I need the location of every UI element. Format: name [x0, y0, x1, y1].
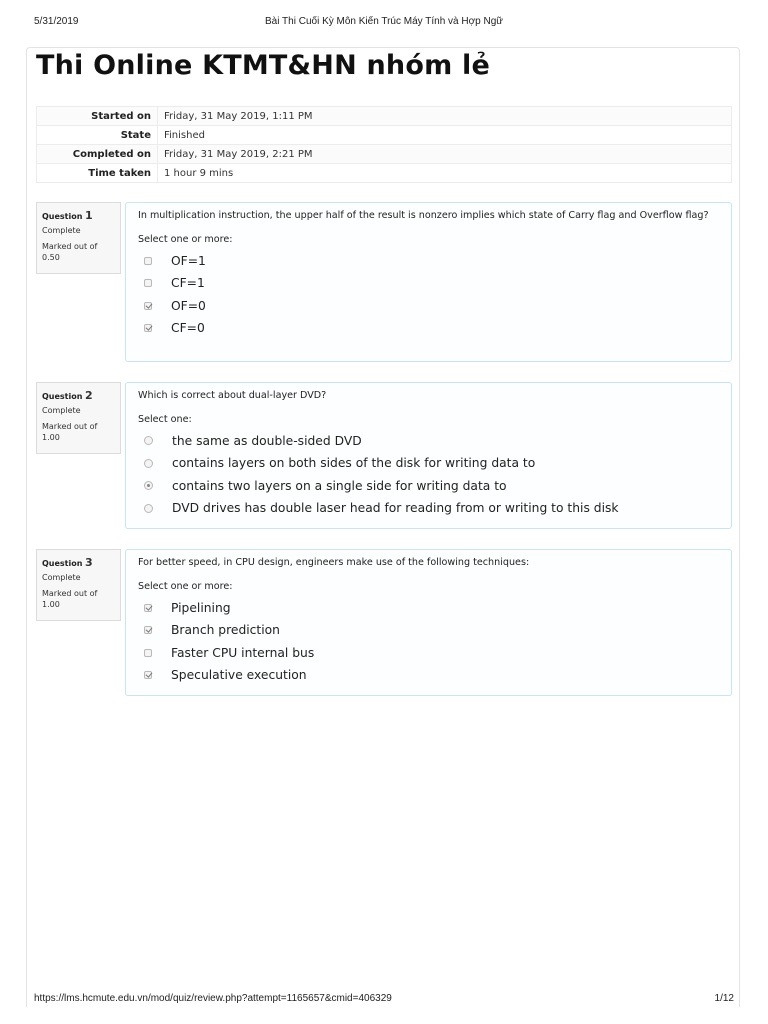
summary-value: Friday, 31 May 2019, 1:11 PM	[158, 107, 732, 126]
answer-label: CF=0	[171, 321, 205, 336]
answer-label: OF=0	[171, 298, 206, 313]
checkbox-checked[interactable]	[144, 671, 152, 679]
summary-label: Time taken	[37, 164, 158, 183]
answer-option[interactable]	[138, 317, 719, 340]
question-text: In multiplication instruction, the upper half of the result is nonzero implies which state of Carry flag and Overflow flag?	[138, 210, 709, 221]
question-mark: 1.00	[42, 432, 60, 442]
question-3-info	[36, 549, 121, 621]
question-state: Complete	[42, 406, 81, 416]
question-number: 1	[85, 209, 93, 222]
attempt-summary-table	[36, 106, 732, 183]
question-text: Which is correct about dual-layer DVD?	[138, 390, 327, 401]
question-mark: 0.50	[42, 252, 60, 262]
radio-unselected[interactable]	[144, 459, 153, 468]
answer-label: contains layers on both sides of the disk for writing data to	[172, 456, 536, 471]
radio-unselected[interactable]	[144, 436, 153, 445]
page-title: Thi Online KTMT&HN nhóm lẻ	[36, 50, 490, 81]
answer-label: CF=1	[171, 276, 205, 291]
print-url: https://lms.hcmute.edu.vn/mod/quiz/review.php?attempt=1165657&cmid=406329	[34, 993, 392, 1004]
question-label: Question	[42, 212, 83, 221]
checkbox-checked[interactable]	[144, 302, 152, 310]
radio-selected[interactable]	[144, 481, 153, 490]
question-state: Complete	[42, 226, 81, 236]
answer-label: Faster CPU internal bus	[171, 645, 315, 660]
question-text: For better speed, in CPU design, engineers make use of the following techniques:	[138, 557, 530, 568]
answer-label: Branch prediction	[171, 623, 280, 638]
answer-label: contains two layers on a single side for writing data to	[172, 478, 507, 493]
answer-option[interactable]	[138, 619, 719, 642]
answer-option[interactable]	[138, 249, 719, 272]
answer-option[interactable]	[138, 294, 719, 317]
summary-label: State	[37, 126, 158, 145]
summary-row-time-taken	[37, 164, 732, 183]
checkbox-unchecked[interactable]	[144, 279, 152, 287]
print-footer	[34, 993, 734, 1007]
summary-label: Completed on	[37, 145, 158, 164]
summary-value: Finished	[158, 126, 732, 145]
answer-option[interactable]	[138, 429, 719, 452]
answer-label: DVD drives has double laser head for reading from or writing to this disk	[172, 501, 619, 516]
answer-prompt: Select one or more:	[138, 234, 233, 246]
question-label: Question	[42, 559, 83, 568]
print-header	[34, 16, 734, 30]
question-mark-label: Marked out of	[42, 241, 98, 251]
answer-label: OF=1	[171, 253, 206, 268]
checkbox-unchecked[interactable]	[144, 257, 152, 265]
question-1-info	[36, 202, 121, 274]
answer-option[interactable]	[138, 596, 719, 619]
answer-prompt: Select one or more:	[138, 581, 233, 593]
summary-value: Friday, 31 May 2019, 2:21 PM	[158, 145, 732, 164]
checkbox-checked[interactable]	[144, 604, 152, 612]
answer-option[interactable]	[138, 641, 719, 664]
question-1-content	[125, 202, 732, 362]
question-mark: 1.00	[42, 599, 60, 609]
answer-option[interactable]	[138, 474, 719, 497]
question-number: 2	[85, 389, 93, 402]
checkbox-checked[interactable]	[144, 626, 152, 634]
answer-option[interactable]	[138, 664, 719, 687]
question-mark-label: Marked out of	[42, 588, 98, 598]
answer-label: the same as double-sided DVD	[172, 433, 362, 448]
question-state: Complete	[42, 573, 81, 583]
question-label: Question	[42, 392, 83, 401]
answer-prompt: Select one:	[138, 414, 192, 426]
question-3-content	[125, 549, 732, 696]
print-doc-title: Bài Thi Cuối Kỳ Môn Kiến Trúc Máy Tính và Hợp Ngữ	[265, 16, 503, 27]
summary-row-state	[37, 126, 732, 145]
summary-row-started	[37, 107, 732, 126]
question-2-info	[36, 382, 121, 454]
answer-option[interactable]	[138, 272, 719, 295]
radio-unselected[interactable]	[144, 504, 153, 513]
answer-option[interactable]	[138, 497, 719, 520]
print-date: 5/31/2019	[34, 16, 79, 27]
question-mark-label: Marked out of	[42, 421, 98, 431]
checkbox-checked[interactable]	[144, 324, 152, 332]
summary-value: 1 hour 9 mins	[158, 164, 732, 183]
answer-label: Pipelining	[171, 600, 231, 615]
answer-option[interactable]	[138, 452, 719, 475]
answer-label: Speculative execution	[171, 668, 307, 683]
question-2-content	[125, 382, 732, 529]
summary-label: Started on	[37, 107, 158, 126]
summary-row-completed	[37, 145, 732, 164]
page-number: 1/12	[714, 993, 734, 1004]
checkbox-unchecked[interactable]	[144, 649, 152, 657]
question-number: 3	[85, 556, 93, 569]
